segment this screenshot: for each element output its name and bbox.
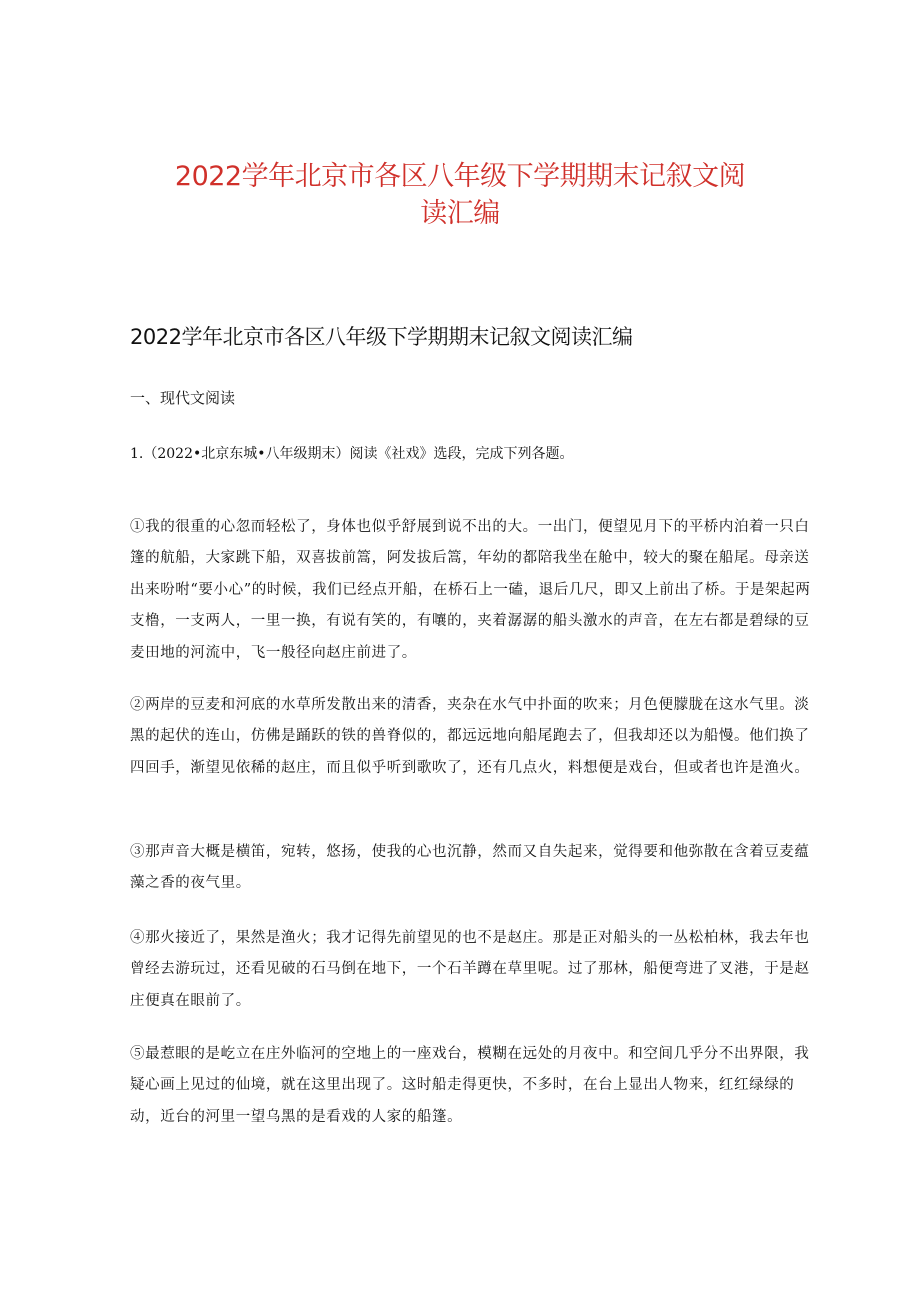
question-prompt: 1.（2022•北京东城•八年级期末）阅读《社戏》选段，完成下列各题。 [130, 446, 574, 462]
passage-paragraph-4: ④那火接近了，果然是渔火；我才记得先前望见的也不是赵庄。那是正对船头的一丛松柏林，我去年也曾经去游玩过，还看见破的石马倒在地下，一个石羊蹲在草里呢。过了那林，船便弯进了叉港，于是赵庄便真在眼前了。 [130, 929, 810, 1009]
passage-paragraph-2: ②两岸的豆麦和河底的水草所发散出来的清香，夹杂在水气中扑面的吹来；月色便朦胧在这水气里。淡黑的起伏的连山，仿佛是踊跃的铁的兽脊似的，都远远地向船尾跑去了，但我却还以为船慢。他们换了四回手，渐望见依稀的赵庄，而且似乎听到歌吹了，还有几点火，料想便是戏台，但或者也许是渔火。 [130, 696, 810, 776]
passage-paragraph-3: ③那声音大概是横笛，宛转，悠扬，使我的心也沉静，然而又自失起来，觉得要和他弥散在含着豆麦蕴藻之香的夜气里。 [130, 843, 810, 891]
page-title-line-2: 读汇编 [420, 198, 500, 229]
passage-paragraph-1: ①我的很重的心忽而轻松了，身体也似乎舒展到说不出的大。一出门，便望见月下的平桥内泊着一只白篷的航船，大家跳下船，双喜拔前篙，阿发拔后篙，年幼的都陪我坐在舱中，较大的聚在船尾。母亲送出来吩咐“要小心”的时候，我们已经点开船，在桥石上一磕，退后几尺，即又上前出了桥。于是架起两支橹，一支两人，一里一换，有说有笑的，有嚷的，夹着潺潺的船头激水的声音，在左右都是碧绿的豆麦田地的河流中，飞一般径向赵庄前进了。 [130, 518, 811, 661]
page-title-line-1: 2022学年北京市各区八年级下学期期末记叙文阅 [174, 161, 746, 192]
document-subtitle: 2022学年北京市各区八年级下学期期末记叙文阅读汇编 [130, 325, 633, 349]
section-heading: 一、现代文阅读 [130, 389, 236, 407]
page-title [160, 158, 760, 232]
passage-paragraph-5: ⑤最惹眼的是屹立在庄外临河的空地上的一座戏台，模糊在远处的月夜中。和空间几乎分不出界限，我疑心画上见过的仙境，就在这里出现了。这时船走得更快，不多时，在台上显出人物来，红红绿绿的动，近台的河里一望乌黑的是看戏的人家的船篷。 [130, 1045, 810, 1125]
